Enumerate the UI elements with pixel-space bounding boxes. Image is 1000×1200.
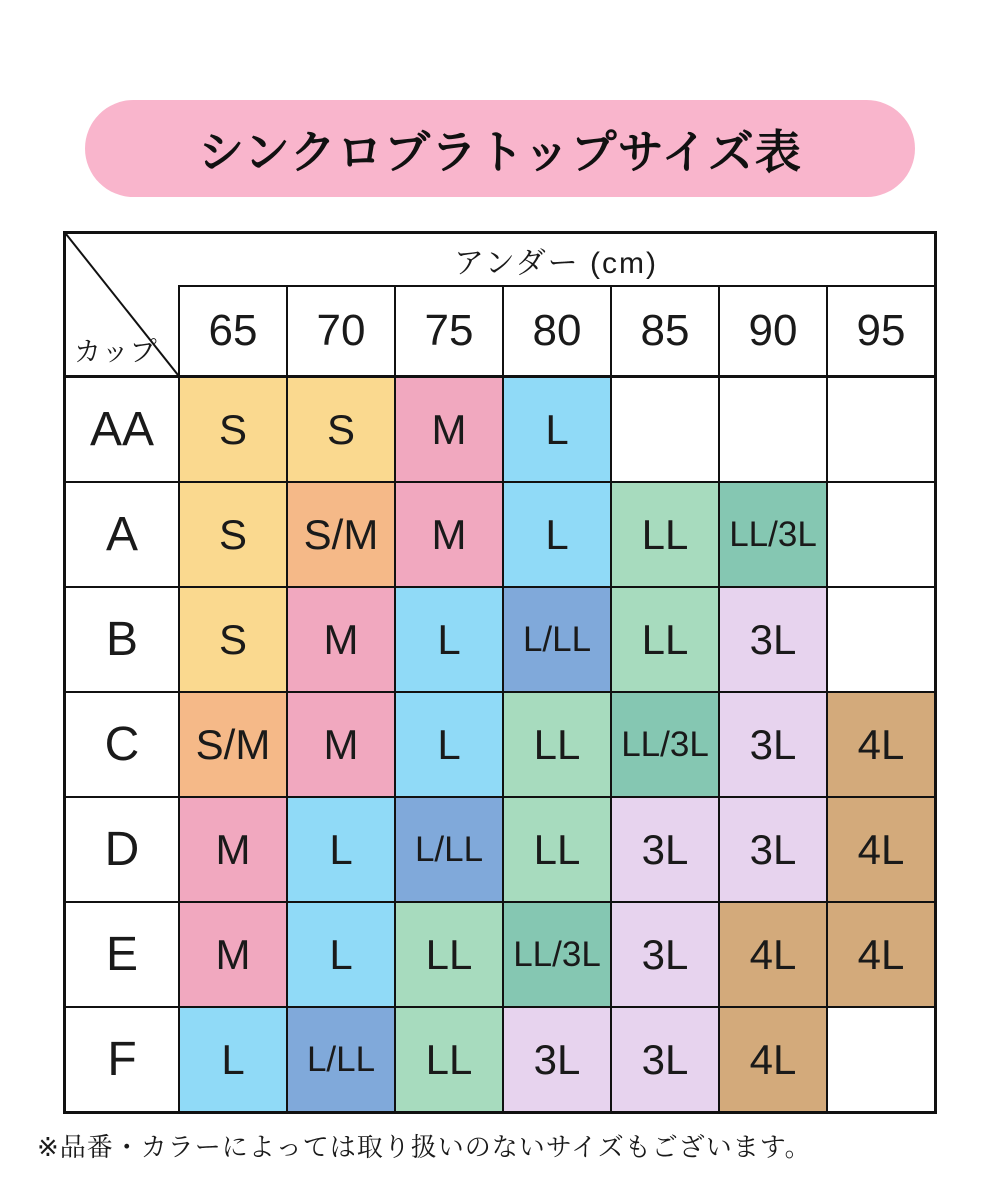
cup-label: D (66, 798, 180, 901)
size-cell: 4L (826, 798, 934, 901)
size-cell: M (180, 798, 286, 901)
size-cell: L (286, 798, 394, 901)
table-row (66, 901, 934, 1006)
size-cell: M (286, 588, 394, 691)
under-value-cell: 90 (718, 287, 826, 375)
under-axis-label: アンダー (cm) (178, 234, 934, 287)
size-cell: LL/3L (502, 903, 610, 1006)
under-value-cell: 65 (208, 306, 258, 355)
size-cell: 3L (610, 1008, 718, 1111)
under-value-cell: 95 (826, 287, 934, 375)
size-cell: L (394, 693, 502, 796)
size-cell: 3L (718, 588, 826, 691)
size-cell: LL (394, 1008, 502, 1111)
size-cell: LL/3L (718, 483, 826, 586)
size-cell: 3L (502, 1008, 610, 1111)
table-row (66, 1006, 934, 1111)
table-row (66, 378, 934, 481)
cup-label: E (66, 903, 180, 1006)
cup-label: F (66, 1008, 180, 1111)
page-title: シンクロブラトップサイズ表 (198, 125, 802, 178)
size-cell: LL (502, 798, 610, 901)
size-cell: LL (610, 483, 718, 586)
size-cell: L (286, 903, 394, 1006)
cup-axis-label: カップ (74, 337, 158, 367)
under-value-cell: 70 (286, 287, 394, 375)
size-cell: L/LL (502, 588, 610, 691)
size-cell: M (180, 903, 286, 1006)
under-value-cell: 80 (502, 287, 610, 375)
size-cell: L/LL (394, 798, 502, 901)
size-cell: LL (394, 903, 502, 1006)
size-cell: L (502, 378, 610, 481)
under-value-cell: 85 (610, 287, 718, 375)
size-cell-empty (718, 378, 826, 481)
size-cell: S (286, 378, 394, 481)
size-cell-empty (826, 1008, 934, 1111)
size-cell: 4L (718, 1008, 826, 1111)
size-cell: S (180, 483, 286, 586)
size-cell: S (180, 378, 286, 481)
under-value-cell: 75 (394, 287, 502, 375)
cup-label: A (66, 483, 180, 586)
size-cell: S/M (180, 693, 286, 796)
size-cell: M (394, 483, 502, 586)
size-cell-empty (826, 378, 934, 481)
size-cell-empty (826, 483, 934, 586)
size-cell: S/M (286, 483, 394, 586)
table-header (66, 234, 934, 378)
table-row (66, 691, 934, 796)
size-cell: 4L (826, 903, 934, 1006)
size-cell: M (286, 693, 394, 796)
table-row (66, 586, 934, 691)
size-cell: LL (502, 693, 610, 796)
size-cell: 4L (718, 903, 826, 1006)
size-cell: 3L (610, 798, 718, 901)
table-row (66, 796, 934, 901)
size-cell-empty (826, 588, 934, 691)
table-body (66, 378, 934, 1111)
header-right (178, 234, 934, 375)
size-chart-table (63, 231, 937, 1114)
table-row (66, 481, 934, 586)
size-cell: M (394, 378, 502, 481)
cup-label: AA (66, 378, 180, 481)
under-values-row (178, 287, 934, 375)
size-cell: S (180, 588, 286, 691)
size-cell: L/LL (286, 1008, 394, 1111)
size-cell: L (180, 1008, 286, 1111)
size-cell: 3L (718, 798, 826, 901)
size-cell: L (502, 483, 610, 586)
cup-label: B (66, 588, 180, 691)
cup-label: C (66, 693, 180, 796)
title-banner (85, 100, 915, 197)
size-cell: 3L (718, 693, 826, 796)
size-cell: LL (610, 588, 718, 691)
size-cell: L (394, 588, 502, 691)
size-cell: 4L (826, 693, 934, 796)
footnote: ※品番・カラーによっては取り扱いのないサイズもございます。 (37, 1132, 812, 1162)
size-cell: 3L (610, 903, 718, 1006)
size-cell-empty (610, 378, 718, 481)
corner-cell (66, 234, 178, 375)
size-cell: LL/3L (610, 693, 718, 796)
